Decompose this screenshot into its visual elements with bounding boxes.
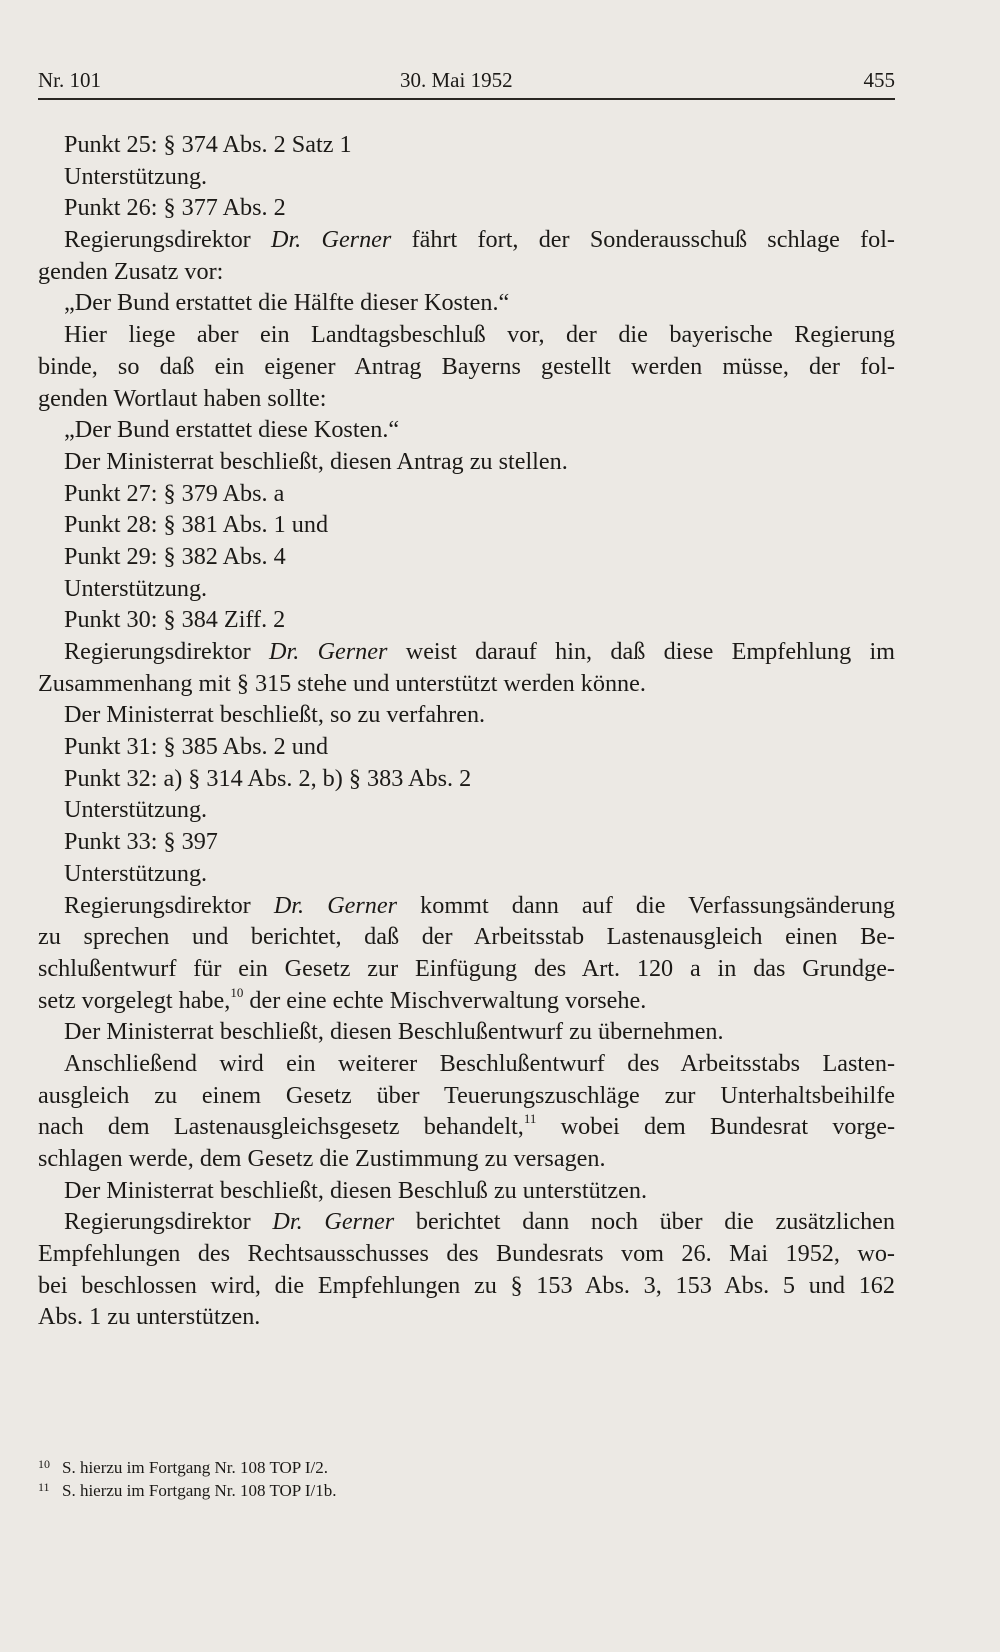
text-line: Punkt 31: § 385 Abs. 2 und [64,733,329,761]
text-line: Punkt 30: § 384 Ziff. 2 [64,606,286,634]
body-text [38,129,895,1333]
text-segment: Regierungsdirektor [64,638,270,665]
text-line: Der Ministerrat beschließt, diesen Beschlußentwurf zu übernehmen. [64,1018,724,1046]
text-line: ausgleich zu einem Gesetz über Teuerungszuschläge zur Unterhaltsbeihilfe [38,1081,895,1109]
footnote-number: 10 [38,1457,50,1471]
text-line [38,1111,895,1143]
text-line: Hier liege aber ein Landtagsbeschluß vor, der die bayerische Regierung [64,321,895,349]
text-line: Punkt 32: a) § 314 Abs. 2, b) § 383 Abs. 2 [64,764,472,792]
text-segment: kommt dann auf die Verfassungsänderung [397,891,896,919]
text-line: Punkt 27: § 379 Abs. a [64,479,285,507]
text-line: Punkt 29: § 382 Abs. 4 [64,542,286,570]
footnote-reference[interactable]: 11 [523,1111,537,1127]
text-segment: berichtet dann noch über die zusätzlichen [394,1208,896,1236]
text-line: Abs. 1 zu unterstützen. [38,1303,261,1331]
text-segment: Regierungsdirektor [64,226,271,254]
footnote [38,1476,895,1499]
person-name: Dr. Gerner [270,226,392,254]
text-line: Unterstützung. [64,574,208,602]
text-line: „Der Bund erstattet die Hälfte dieser Kosten.“ [64,289,510,317]
text-line: Der Ministerrat beschließt, diesen Beschluß zu unterstützen. [64,1176,648,1204]
text-line: genden Wortlaut haben sollte: [38,384,327,412]
text-segment: weist darauf hin, daß diese Empfehlung im [387,638,895,665]
footnote-number: 11 [38,1480,50,1494]
text-line: „Der Bund erstattet diese Kosten.“ [64,416,400,444]
text-line: Empfehlungen des Rechtsausschusses des Bundesrats vom 26. Mai 1952, wo- [38,1240,895,1268]
text-line: Der Ministerrat beschließt, diesen Antrag zu stellen. [64,447,568,475]
text-line: schlagen werde, dem Gesetz die Zustimmung zu versagen. [38,1145,606,1172]
page-number: 455 [863,68,895,92]
document-date: 30. Mai 1952 [400,68,513,92]
text-line: schlußentwurf für ein Gesetz zur Einfügung des Art. 120 a in das Grundge- [38,954,895,982]
text-line: Punkt 28: § 381 Abs. 1 und [64,511,329,539]
text-line [38,985,895,1017]
text-segment: fährt fort, der Sonderausschuß schlage fol- [391,226,895,254]
footnote-text: S. hierzu im Fortgang Nr. 108 TOP I/1b. [62,1481,337,1500]
text-line: Anschließend wird ein weiterer Beschlußentwurf des Arbeitsstabs Lasten- [64,1049,895,1077]
footnote-text: S. hierzu im Fortgang Nr. 108 TOP I/2. [62,1458,329,1477]
text-line [38,636,895,668]
document-number: Nr. 101 [38,68,101,92]
text-line: Zusammenhang mit § 315 stehe und unterstützt werden könne. [38,669,646,697]
person-name: Dr. Gerner [273,891,398,919]
text-line: genden Zusatz vor: [38,257,224,285]
text-line: Unterstützung. [64,796,208,824]
running-header [38,62,895,100]
text-line: bei beschlossen wird, die Empfehlungen zu § 153 Abs. 3, 153 Abs. 5 und 162 [38,1271,895,1299]
footnote [38,1453,895,1476]
text-segment: nach dem Lastenausgleichsgesetz behandelt, [38,1113,524,1141]
text-line: Punkt 33: § 397 [64,828,218,856]
text-line [38,224,895,256]
person-name: Dr. Gerner [272,1208,395,1236]
text-line: Punkt 26: § 377 Abs. 2 [64,194,286,222]
footnote-reference[interactable]: 10 [230,984,244,1000]
text-line: Punkt 25: § 374 Abs. 2 Satz 1 [64,131,352,158]
person-name: Dr. Gerner [269,638,388,665]
text-line: Der Ministerrat beschließt, so zu verfahren. [64,701,486,729]
text-line: Unterstützung. [64,162,208,190]
text-line: Unterstützung. [64,859,208,887]
text-line: zu sprechen und berichtet, daß der Arbeitsstab Lastenausgleich einen Be- [38,923,895,951]
text-line: binde, so daß ein eigener Antrag Bayerns gestellt werden müsse, der fol- [38,352,895,380]
text-line [38,890,895,922]
text-segment: wobei dem Bundesrat vorge- [536,1113,896,1141]
footnotes [38,1453,895,1499]
text-line [38,1206,895,1238]
text-segment: Regierungsdirektor [64,1208,273,1236]
text-segment: der eine echte Mischverwaltung vorsehe. [243,986,647,1014]
text-segment: setz vorgelegt habe, [38,986,231,1014]
text-segment: Regierungsdirektor [64,891,274,919]
